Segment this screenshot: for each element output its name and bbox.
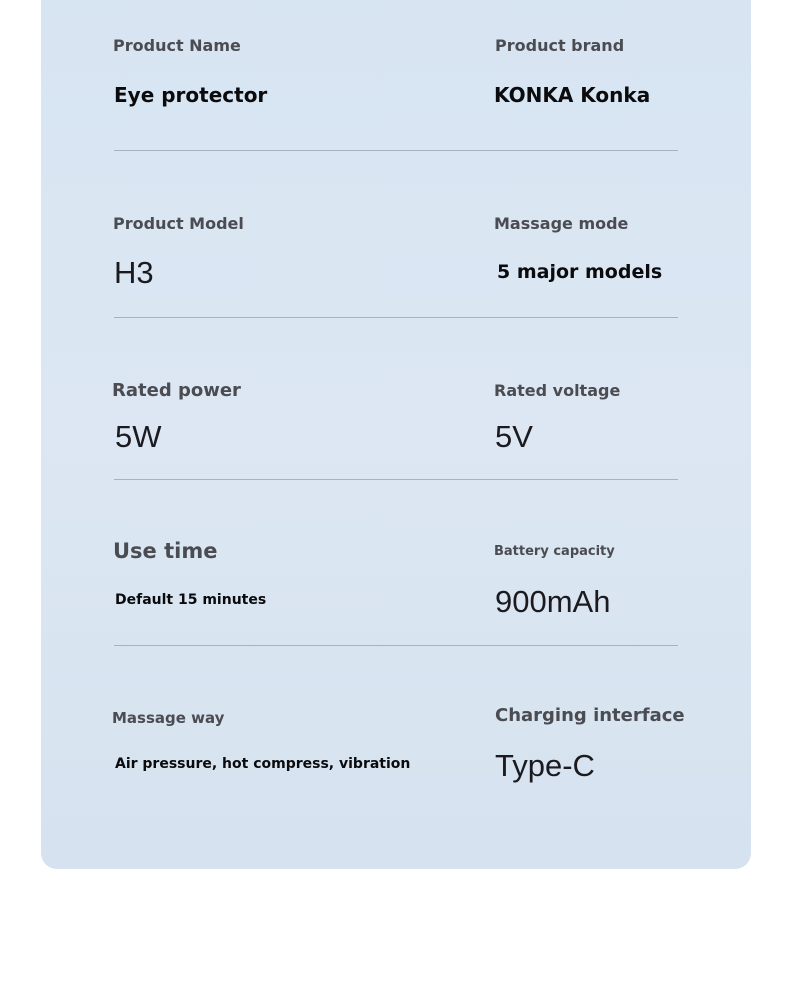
rated-power-label: Rated power [112, 380, 241, 401]
product-model-value: H3 [114, 255, 154, 290]
divider [114, 479, 678, 480]
massage-way-value: Air pressure, hot compress, vibration [115, 756, 411, 772]
product-brand-value: KONKA Konka [494, 83, 651, 107]
charging-interface-label: Charging interface [495, 705, 685, 726]
divider [114, 150, 678, 151]
massage-mode-label: Massage mode [494, 214, 629, 233]
product-name-label: Product Name [113, 36, 241, 55]
massage-mode-value: 5 major models [497, 261, 663, 283]
use-time-label: Use time [113, 539, 218, 563]
rated-voltage-label: Rated voltage [494, 381, 621, 400]
product-name-value: Eye protector [114, 83, 268, 107]
product-model-label: Product Model [113, 214, 244, 233]
battery-capacity-label: Battery capacity [494, 544, 615, 559]
battery-capacity-value: 900mAh [495, 584, 611, 619]
rated-voltage-value: 5V [495, 419, 533, 454]
product-brand-label: Product brand [495, 36, 625, 55]
rated-power-value: 5W [115, 419, 162, 454]
massage-way-label: Massage way [112, 709, 225, 727]
charging-interface-value: Type-C [495, 748, 595, 783]
divider [114, 645, 678, 646]
use-time-value: Default 15 minutes [115, 592, 267, 608]
divider [114, 317, 678, 318]
